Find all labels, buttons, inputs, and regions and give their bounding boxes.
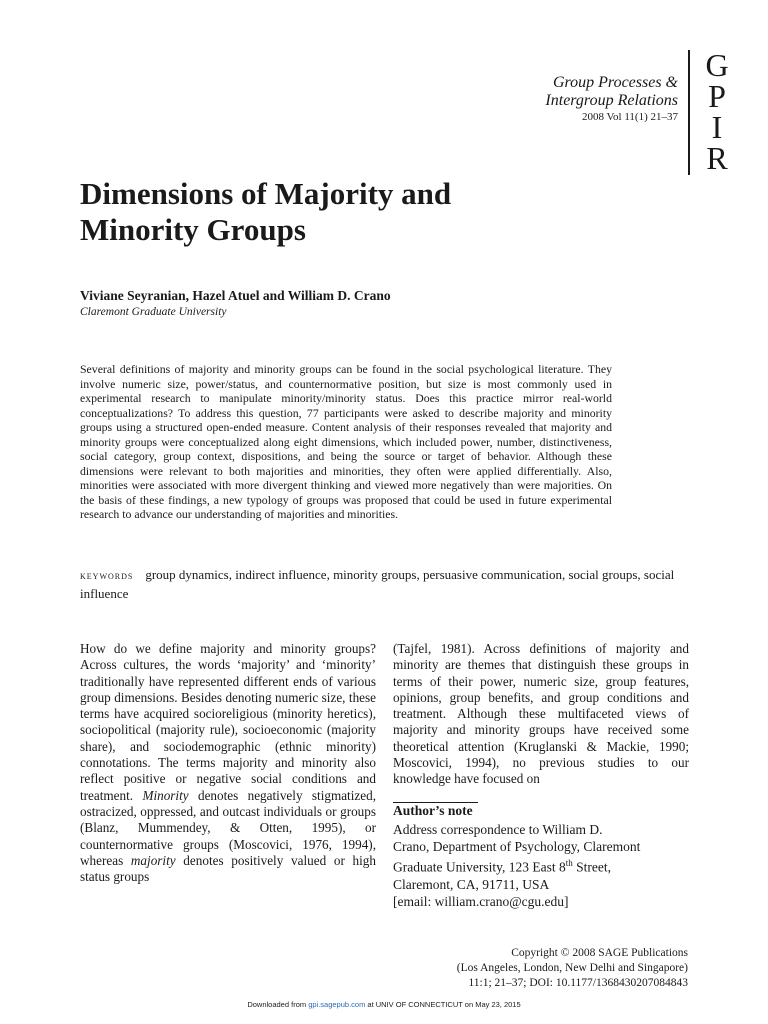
article-title-line1: Dimensions of Majority and — [80, 176, 452, 211]
abstract — [80, 362, 612, 522]
download-prefix: Downloaded from — [247, 1000, 309, 1009]
article-title — [80, 176, 640, 248]
author-affiliation: Claremont Graduate University — [80, 306, 227, 318]
authors-note-superscript: th — [565, 858, 573, 868]
journal-name-line1: Group Processes & — [552, 74, 678, 91]
authors-note-line4: Claremont, CA, 91711, USA — [393, 876, 550, 892]
authors-note-line2: Crano, Department of Psychology, Claremont — [393, 839, 641, 854]
body-left-text-2: denotes negatively stigmatized, ostracized, oppressed, and outcast individuals or groups (Blanz, Mummendey, & Otten, 1995), or counternormative groups (Moscovici, 1976, 1994), whereas — [80, 787, 376, 868]
body-left-emphasis-minority: Minority — [142, 787, 189, 803]
body-column-left — [80, 641, 376, 885]
copyright-line1: Copyright © 2008 SAGE Publications — [511, 947, 688, 959]
keywords — [80, 566, 692, 603]
download-footer — [0, 1000, 768, 1009]
journal-logo — [697, 47, 737, 176]
journal-name-line2: Intergroup Relations — [545, 92, 678, 109]
body-left-emphasis-majority: majority — [130, 852, 176, 868]
copyright-line3: 11:1; 21–37; DOI: 10.1177/1368430207084843 — [468, 977, 688, 989]
logo-letter-p: P — [708, 78, 726, 114]
journal-name — [418, 74, 678, 110]
logo-divider — [688, 50, 690, 175]
authors-note-body — [393, 821, 693, 910]
authors-note-line3 — [393, 855, 693, 876]
authors-note-address-text: Graduate University, 123 East 8 — [393, 859, 566, 875]
author-list: Viviane Seyranian, Hazel Atuel and William D. Crano — [80, 288, 391, 303]
journal-volume: 2008 Vol 11(1) 21–37 — [581, 111, 678, 123]
copyright-block — [457, 946, 688, 991]
keywords-label: keywords — [80, 570, 134, 582]
authors-note-line1: Address correspondence to William D. — [393, 822, 603, 837]
authors-note-street-text: Street, — [572, 859, 611, 875]
body-left-text-3: denotes positively valued or high status groups — [80, 852, 376, 885]
authors-note-email: [email: william.crano@cgu.edu] — [393, 893, 569, 909]
article-title-line2: Minority Groups — [80, 212, 306, 247]
logo-letter-g: G — [705, 47, 729, 83]
copyright-line2: (Los Angeles, London, New Delhi and Singapore) — [456, 962, 688, 974]
abstract-text: Several definitions of majority and minority groups can be found in the social psychological literature. They involve numeric size, power/status, and counternormative position, but size is most commonly used in experimental research to manipulate minority/minority status. Does this practice mirror real-world conceptualizations? To address this question, 77 participants were asked to describe majority and minority groups using a structured open-ended measure. Content analysis of their responses revealed that majority and minority groups were conceptualized along eight dimensions, which included power, number, distinctiveness, social category, group context, dispositions, and being the source or target of behavior. Although these dimensions were relevant to both majorities and minorities, they often were applied differentially. Also, minorities were associated with more divergent thinking and viewed more negatively than were majorities. On the basis of these findings, a new typology of groups was proposed that could be used in future experimental research to advance our understanding of majorities and minorities. — [80, 362, 612, 521]
keywords-text: group dynamics, indirect influence, minority groups, persuasive communication, social groups, social influence — [80, 567, 675, 601]
logo-letter-r: R — [706, 140, 728, 176]
download-suffix: at UNIV OF CONNECTICUT on May 23, 2015 — [365, 1000, 521, 1009]
logo-letter-i: I — [711, 109, 723, 145]
download-source-link[interactable]: gpi.sagepub.com — [308, 1000, 366, 1009]
body-left-text-1: How do we define majority and minority groups? Across cultures, the words ‘majority’ and ‘minority’ traditionally have represented different ends of various group dimensions. Besides denoting numeric size, these terms have acquired socioreligious (minority heretics), sociopolitical (majority rule), socioeconomic (majority share), and sociodemographic (ethnic minority) connotations. The terms majority and minority also reflect positive or negative social conditions and treatment. — [80, 641, 376, 803]
authors-note-heading: Author’s note — [393, 803, 473, 818]
body-column-right: (Tajfel, 1981). Across definitions of majority and minority are themes that distinguish these groups in terms of their power, numeric size, group features, opinions, group benefits, and group conditions and treatment. Although these multifaceted views of majority and minority groups have received some theoretical attention (Kruglanski & Mackie, 1990; Moscovici, 1994), no previous studies to our knowledge have focused on — [393, 641, 689, 787]
